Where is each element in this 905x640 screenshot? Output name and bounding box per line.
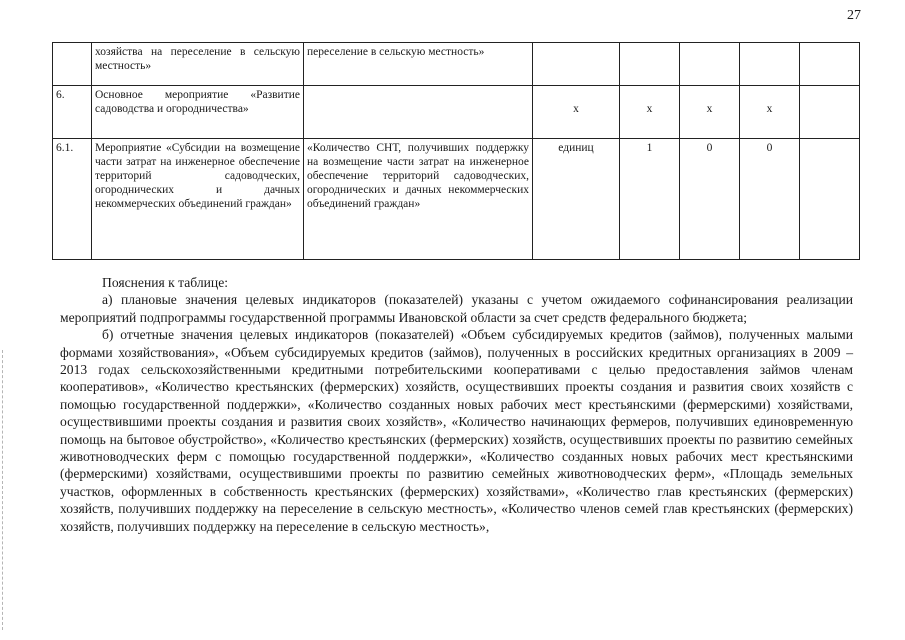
value-cell <box>800 139 860 260</box>
note-item-a: а) плановые значения целевых индикаторов (показателей) указаны с учетом ожидаемого софинансирования реализации мероприятий подпрограммы государственной программы Ивановской области за счет средств федерального бюджета; <box>60 292 853 325</box>
value-cell: 0 <box>740 139 800 260</box>
value-cell: х <box>620 86 680 139</box>
row-number-cell: 6. <box>53 86 92 139</box>
note-item-b: б) отчетные значения целевых индикаторов (показателей) «Объем субсидируемых кредитов (займов), полученных малыми формами хозяйствования», «Объем субсидируемых кредитов (займов), полученных в российских кредитных организациях в 2009 – 2013 годах сельскохозяйственными кредитными потребительскими кооперативами с целью предоставления займов членам кооперативов», «Количество крестьянских (фермерских) хозяйств, осуществивших проекты создания и развития своих хозяйств с помощью государственной поддержки», «Количество созданных новых рабочих мест крестьянскими (фермерскими) хозяйствами, осуществившими проекты создания и развития своих хозяйств», «Количество начинающих фермеров, получивших единовременную помощь на бытовое обустройство», «Количество крестьянских (фермерских) хозяйств, осуществивших проекты по развитию семейных животноводческих ферм с помощью государственной поддержки», «Количество созданных новых рабочих мест крестьянскими (фермерскими) хозяйствами, осуществившими проекты по развитию семейных животноводческих ферм», «Площадь земельных участков, оформленных в собственность крестьянских (фермерских) хозяйствами», «Количество глав крестьянских (фермерских) хозяйств, получивших поддержку на переселение в сельскую местность», «Количество членов семей глав крестьянских (фермерских) хозяйств, получивших поддержку на переселение в сельскую местность», <box>60 327 853 534</box>
value-cell <box>620 43 680 86</box>
value-cell <box>800 43 860 86</box>
value-cell: 1 <box>620 139 680 260</box>
value-cell: 0 <box>680 139 740 260</box>
table-row <box>53 139 860 260</box>
table-notes <box>60 274 853 535</box>
value-cell: х <box>740 86 800 139</box>
event-name-cell: Мероприятие «Субсидии на возмещение части затрат на инженерное обеспечение территорий садоводческих, огороднических и дачных некоммерческих объединений граждан» <box>92 139 304 260</box>
indicators-table <box>52 42 860 260</box>
indicator-name-cell: «Количество СНТ, получивших поддержку на возмещение части затрат на инженерное обеспечение территорий садоводческих, огороднических и дачных некоммерческих объединений граждан» <box>304 139 533 260</box>
unit-cell: х <box>533 86 620 139</box>
page-number: 27 <box>847 8 861 23</box>
event-name-cell: Основное мероприятие «Развитие садоводства и огородничества» <box>92 86 304 139</box>
row-number-cell: 6.1. <box>53 139 92 260</box>
value-cell <box>800 86 860 139</box>
value-cell <box>680 43 740 86</box>
unit-cell: единиц <box>533 139 620 260</box>
row-number-cell <box>53 43 92 86</box>
indicator-name-cell: переселение в сельскую местность» <box>304 43 533 86</box>
table-row <box>53 43 860 86</box>
indicator-name-cell <box>304 86 533 139</box>
event-name-cell: хозяйства на переселение в сельскую местность» <box>92 43 304 86</box>
value-cell: х <box>680 86 740 139</box>
value-cell <box>740 43 800 86</box>
binding-margin-line <box>2 350 3 630</box>
notes-heading: Пояснения к таблице: <box>102 275 229 290</box>
table-row <box>53 86 860 139</box>
unit-cell <box>533 43 620 86</box>
